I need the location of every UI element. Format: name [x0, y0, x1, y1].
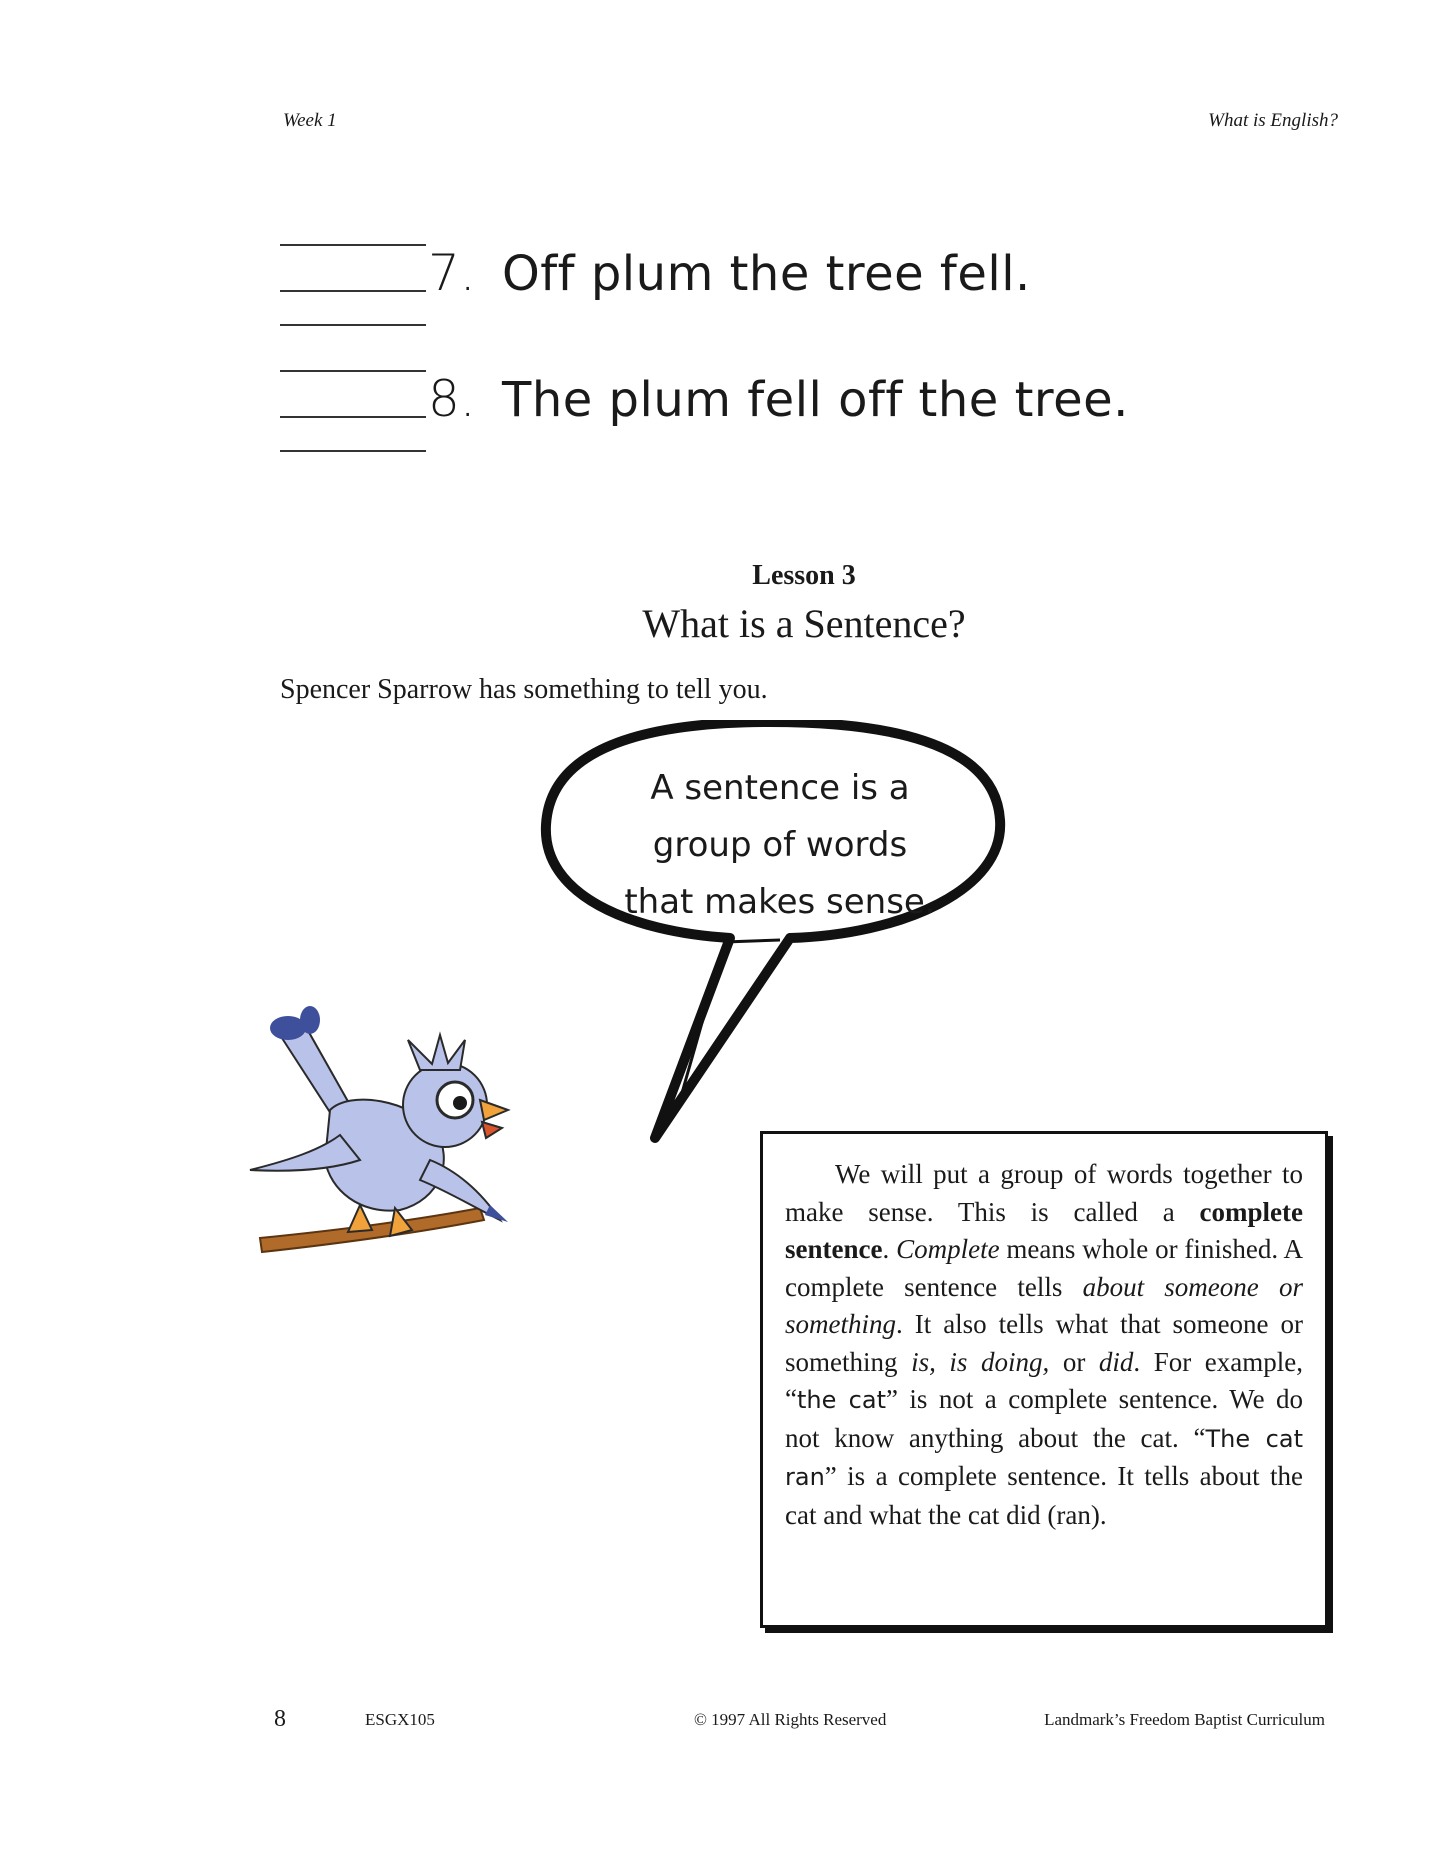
text-run: . [882, 1234, 897, 1264]
lesson-label: Lesson 3 [752, 560, 856, 591]
sparrow-icon [240, 1000, 560, 1260]
header-section-title: What is English? [1208, 110, 1338, 131]
text-run: We will put a group of words together to make sense. This is called a [785, 1159, 1303, 1227]
exercise-sentence: The plum fell off the tree. [502, 372, 1129, 428]
exercise-sentence: Off plum the tree fell. [502, 246, 1031, 302]
exercise-item [280, 366, 1180, 476]
footer-code: ESGX105 [365, 1710, 435, 1729]
bubble-text [600, 760, 960, 931]
text-run: . It also tells what that someone or something [785, 1309, 1303, 1377]
intro-text: Spencer Sparrow has something to tell you. [280, 674, 768, 705]
italic-term: is, is doing, [911, 1346, 1050, 1377]
bubble-line: A sentence is a [650, 768, 910, 808]
answer-lines [280, 240, 426, 350]
explanation-paragraph [785, 1156, 1303, 1534]
footer-publisher: Landmark’s Freedom Baptist Curriculum [1044, 1710, 1325, 1729]
text-run: . For example, “ [785, 1346, 1304, 1414]
page-number: 8 [274, 1706, 286, 1732]
italic-term: did [1098, 1346, 1134, 1377]
exercise-number: 8. [428, 370, 476, 428]
bubble-line: that makes sense. [624, 882, 936, 922]
footer-copyright: © 1997 All Rights Reserved [694, 1710, 887, 1729]
text-run: ” is not a complete sentence. We do not know anything about the cat. “ [785, 1384, 1303, 1453]
exercise-item [280, 240, 1180, 350]
lesson-title: What is a Sentence? [642, 601, 966, 646]
text-run: means whole or finished. A complete sentence tells [785, 1234, 1304, 1302]
exercise-number: 7. [428, 244, 476, 302]
italic-term: Complete [896, 1234, 1000, 1264]
answer-lines [280, 366, 426, 476]
italic-term: about someone or something [785, 1271, 1303, 1339]
explanation-box [760, 1131, 1328, 1628]
example-phrase: the cat [796, 1386, 886, 1414]
example-phrase: The cat ran [785, 1424, 1303, 1491]
text-run: ” is a complete sentence. It tells about the cat and what the cat did (ran). [785, 1461, 1303, 1530]
bubble-line: group of words [652, 825, 908, 865]
header-week: Week 1 [283, 110, 337, 131]
text-run: or [1049, 1346, 1099, 1377]
bold-term: complete sentence [785, 1196, 1303, 1264]
